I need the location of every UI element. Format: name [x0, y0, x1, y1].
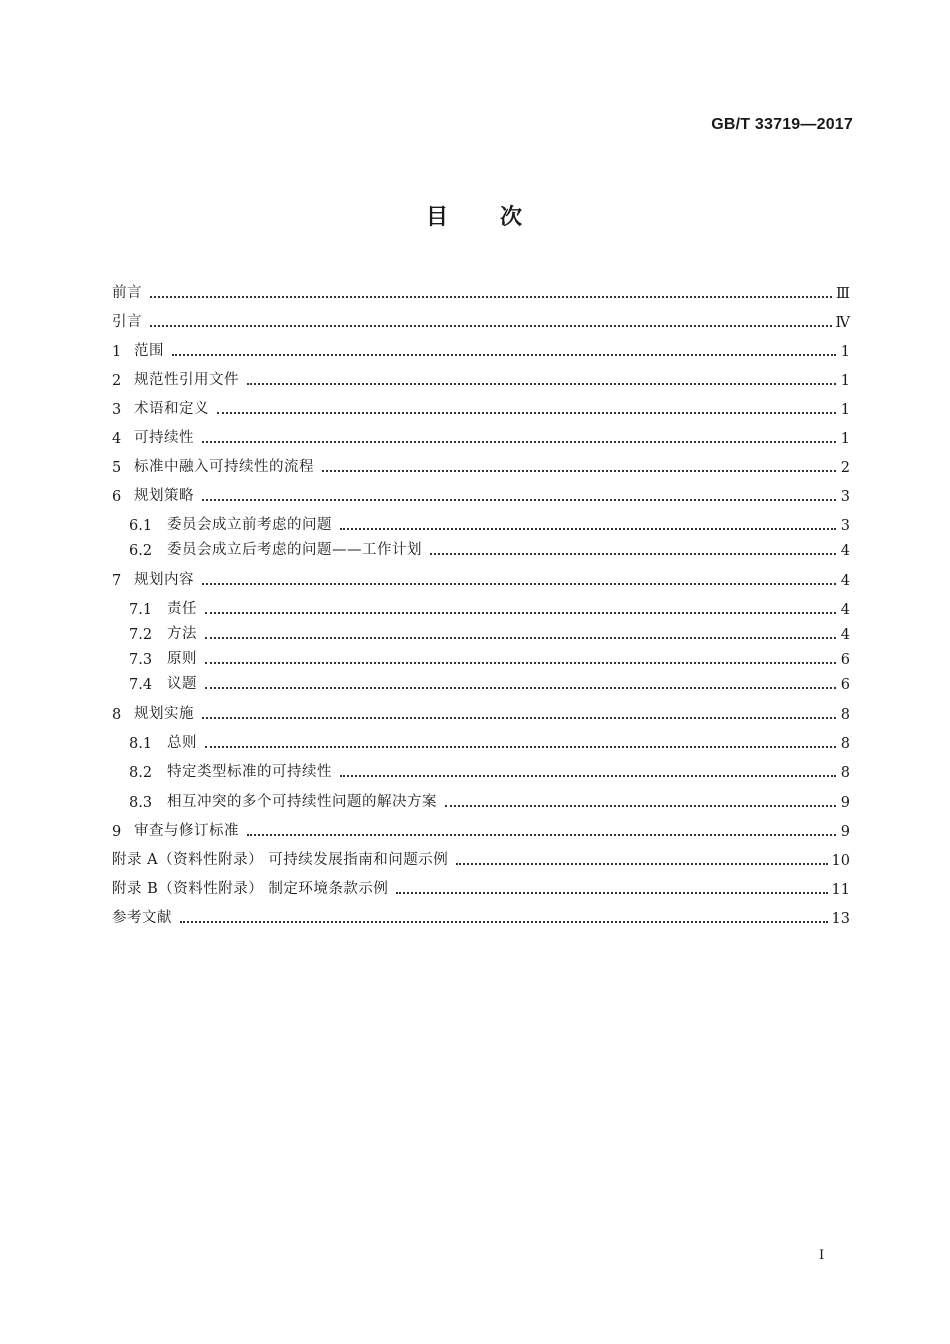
toc-entry-2[interactable] [112, 360, 850, 389]
toc-entry-foreword[interactable] [112, 273, 850, 302]
toc-entry-number: 6.2 [129, 543, 153, 559]
toc-entry-number: 7 [112, 573, 122, 589]
toc-entry-page: 8 [840, 736, 850, 752]
toc-entry-label: 议题 [167, 676, 197, 692]
toc-entry-label: 委员会成立后考虑的问题——工作计划 [167, 542, 422, 558]
toc-leader [322, 470, 836, 472]
toc-entry-number: 8.1 [129, 736, 153, 752]
toc-entry-number: 7.2 [129, 627, 153, 643]
toc-entry-8[interactable] [112, 693, 850, 723]
toc-entry-page: 13 [831, 911, 850, 927]
toc-leader [430, 553, 836, 555]
toc-entry-page: 1 [840, 344, 850, 360]
toc-leader [396, 892, 827, 894]
toc-leader [202, 583, 836, 585]
toc-entry-label: 术语和定义 [134, 401, 209, 417]
toc-entry-page: Ⅳ [835, 315, 850, 331]
toc-leader [202, 499, 836, 501]
page-number: I [819, 1248, 825, 1263]
toc-entry-page: 1 [840, 431, 850, 447]
toc-leader [456, 863, 827, 865]
toc-entry-label: 责任 [167, 601, 197, 617]
toc-entry-label: 委员会成立前考虑的问题 [167, 517, 332, 533]
toc-entry-number: 5 [112, 460, 122, 476]
toc-entry-number: 1 [112, 344, 122, 360]
toc-entry-label: 方法 [167, 626, 197, 642]
toc-leader [340, 528, 836, 530]
toc-leader [445, 805, 836, 807]
toc-leader [247, 834, 836, 836]
toc-leader [150, 325, 832, 327]
toc-entry-page: 1 [840, 373, 850, 389]
toc-entry-8-1[interactable] [112, 723, 850, 752]
toc-entry-page: 11 [831, 882, 850, 898]
toc-entry-6-2[interactable] [112, 534, 850, 559]
toc-entry-label: 规划内容 [134, 572, 194, 588]
toc-entry-label: 总则 [167, 735, 197, 751]
toc-entry-page: 4 [840, 573, 850, 589]
toc-entry-label: 附录 A（资料性附录） 可持续发展指南和问题示例 [112, 852, 449, 868]
toc-entry-page: 4 [840, 627, 850, 643]
toc-entry-label: 引言 [112, 314, 142, 330]
table-of-contents [112, 273, 850, 927]
toc-entry-page: Ⅲ [836, 286, 850, 302]
toc-title-part2: 次 [500, 205, 525, 230]
toc-entry-number: 8 [112, 707, 122, 723]
toc-entry-number: 6.1 [129, 518, 153, 534]
toc-entry-5[interactable] [112, 447, 850, 476]
toc-entry-page: 2 [840, 460, 850, 476]
standard-code: GB/T 33719—2017 [711, 116, 853, 133]
toc-entry-6[interactable] [112, 476, 850, 505]
toc-entry-number: 2 [112, 373, 122, 389]
toc-entry-page: 9 [840, 824, 850, 840]
toc-entry-label: 规范性引用文件 [134, 372, 239, 388]
toc-entry-label: 附录 B（资料性附录） 制定环境条款示例 [112, 881, 389, 897]
toc-title [0, 200, 950, 231]
toc-entry-1[interactable] [112, 331, 850, 360]
toc-entry-number: 7.4 [129, 677, 153, 693]
toc-entry-number: 6 [112, 489, 122, 505]
toc-entry-label: 参考文献 [112, 910, 172, 926]
toc-leader [205, 687, 836, 689]
toc-entry-3[interactable] [112, 389, 850, 418]
toc-entry-number: 7.3 [129, 652, 153, 668]
toc-entry-7-1[interactable] [112, 589, 850, 618]
toc-leader [205, 637, 836, 639]
toc-leader [217, 412, 836, 414]
toc-entry-number: 7.1 [129, 602, 153, 618]
toc-entry-7-2[interactable] [112, 618, 850, 643]
toc-entry-8-3[interactable] [112, 781, 850, 811]
toc-entry-label: 可持续性 [134, 430, 194, 446]
toc-leader [180, 921, 828, 923]
toc-entry-bibliography[interactable] [112, 898, 850, 927]
toc-entry-page: 10 [831, 853, 850, 869]
toc-entry-label: 规划实施 [134, 706, 194, 722]
toc-leader [172, 354, 836, 356]
toc-entry-introduction[interactable] [112, 302, 850, 331]
toc-entry-page: 1 [840, 402, 850, 418]
toc-entry-9[interactable] [112, 811, 850, 840]
toc-entry-page: 6 [840, 652, 850, 668]
toc-entry-number: 8.2 [129, 765, 153, 781]
toc-entry-page: 3 [840, 518, 850, 534]
toc-entry-page: 8 [840, 765, 850, 781]
toc-leader [340, 775, 836, 777]
toc-entry-number: 9 [112, 824, 122, 840]
toc-title-part1: 目 [425, 205, 450, 230]
toc-entry-page: 4 [840, 543, 850, 559]
toc-entry-label: 相互冲突的多个可持续性问题的解决方案 [167, 794, 437, 810]
toc-leader [150, 296, 832, 298]
toc-entry-7-4[interactable] [112, 668, 850, 693]
toc-entry-label: 前言 [112, 285, 142, 301]
toc-entry-label: 特定类型标准的可持续性 [167, 764, 332, 780]
toc-entry-label: 标准中融入可持续性的流程 [134, 459, 314, 475]
toc-entry-page: 3 [840, 489, 850, 505]
toc-entry-number: 8.3 [129, 795, 153, 811]
toc-leader [205, 612, 836, 614]
toc-leader [202, 717, 836, 719]
toc-entry-page: 8 [840, 707, 850, 723]
toc-entry-page: 6 [840, 677, 850, 693]
toc-leader [205, 662, 836, 664]
toc-entry-label: 范围 [134, 343, 164, 359]
toc-entry-4[interactable] [112, 418, 850, 447]
toc-entry-label: 审查与修订标准 [134, 823, 239, 839]
toc-entry-7-3[interactable] [112, 643, 850, 668]
toc-entry-page: 4 [840, 602, 850, 618]
toc-entry-appendix-a[interactable] [112, 840, 850, 869]
toc-entry-8-2[interactable] [112, 752, 850, 781]
toc-leader [247, 383, 836, 385]
toc-entry-page: 9 [840, 795, 850, 811]
toc-entry-appendix-b[interactable] [112, 869, 850, 898]
toc-entry-6-1[interactable] [112, 505, 850, 534]
toc-leader [205, 746, 836, 748]
toc-entry-number: 3 [112, 402, 122, 418]
toc-entry-label: 原则 [167, 651, 197, 667]
toc-entry-number: 4 [112, 431, 122, 447]
toc-leader [202, 441, 836, 443]
toc-entry-7[interactable] [112, 559, 850, 589]
toc-entry-label: 规划策略 [134, 488, 194, 504]
